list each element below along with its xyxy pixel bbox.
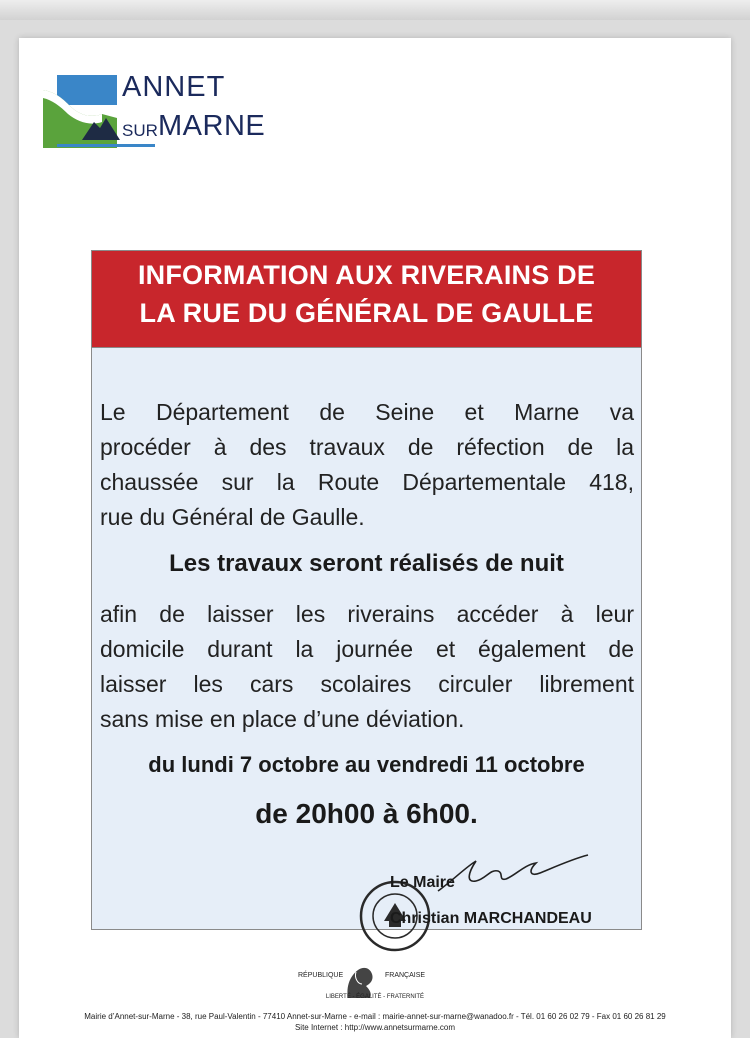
- paragraph-2-line-1: afin de laisser les riverains accéder à leur: [100, 601, 634, 627]
- handwritten-signature: [432, 851, 592, 895]
- night-works-headline: Les travaux seront réalisés de nuit: [169, 550, 564, 577]
- footer-emblem-right-text: FRANÇAISE: [385, 972, 426, 979]
- paragraph-1-line-4: rue du Général de Gaulle.: [100, 504, 365, 530]
- logo-text-sur: SUR: [122, 121, 158, 140]
- works-hours: de 20h00 à 6h00.: [255, 798, 478, 829]
- paragraph-2-line-4: sans mise en place d’une déviation.: [100, 706, 465, 732]
- signature-title: Le Maire: [390, 874, 455, 891]
- notice-banner: [92, 251, 641, 348]
- logo-text-marne: MARNE: [158, 110, 266, 142]
- banner-title-line-2: LA RUE DU GÉNÉRAL DE GAULLE: [139, 298, 594, 328]
- paragraph-2-line-3: laisser les cars scolaires circuler librement: [100, 671, 634, 697]
- banner-title-line-1: INFORMATION AUX RIVERAINS DE: [137, 260, 596, 290]
- top-bar: [0, 0, 750, 20]
- footer-emblem-left-text: RÉPUBLIQUE: [298, 972, 344, 979]
- paragraph-1-line-2: procéder à des travaux de réfection de la: [100, 434, 634, 460]
- footer-address: Mairie d’Annet-sur-Marne - 38, rue Paul-Valentin - 77410 Annet-sur-Marne - e-mail : mairie-annet-sur-marne@wanadoo.fr - Tél. 01 60 26 02 79 - Fax 01 60 26 81 29: [84, 1012, 666, 1021]
- works-dates: du lundi 7 octobre au vendredi 11 octobre: [148, 752, 585, 777]
- paragraph-1-line-3: chaussée sur la Route Départementale 418,: [100, 469, 634, 495]
- notice-panel: [91, 250, 642, 930]
- signature-name: Christian MARCHANDEAU: [390, 910, 592, 927]
- logo-text-annet: ANNET: [122, 71, 226, 103]
- paragraph-2-line-2: domicile durant la journée et également de: [100, 636, 634, 662]
- footer-motto: LIBERTÉ - ÉGALITÉ - FRATERNITÉ: [325, 994, 425, 1000]
- paragraph-1-line-1: Le Département de Seine et Marne va: [100, 399, 634, 425]
- footer-website: Site Internet : http://www.annetsurmarne.com: [294, 1023, 456, 1032]
